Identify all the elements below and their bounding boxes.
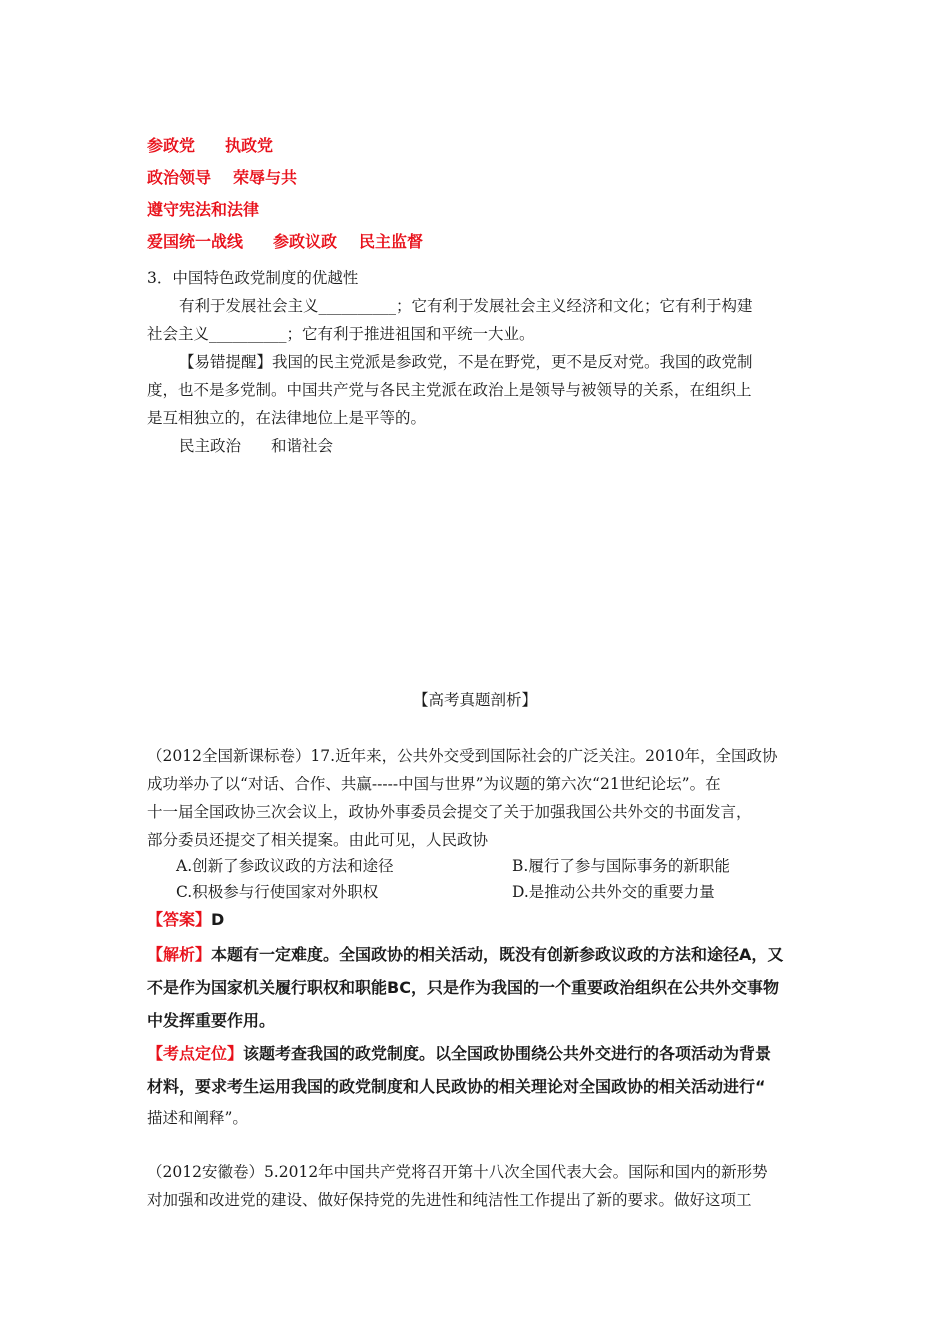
- answer-text: 参政党: [147, 136, 196, 155]
- answer-value: D: [211, 910, 225, 929]
- point-text: 该题考查我国的政党制度。以全国政协围绕公共外交进行的各项活动为背景: [243, 1044, 772, 1063]
- point-line: 材料，要求考生运用我国的政党制度和人民政协的相关理论对全国政协的相关活动进行“: [147, 1077, 766, 1096]
- answer-text: 民主监督: [359, 232, 424, 251]
- analysis-text: 本题有一定难度。全国政协的相关活动，既没有创新参政议政的方法和途径A，又: [211, 945, 784, 964]
- question-line: 成功举办了以“对话、合作、共赢-----中国与世界”为议题的第六次“21世纪论坛”。在: [147, 775, 721, 793]
- option-d: D.是推动公共外交的重要力量: [512, 883, 715, 901]
- answer-row-2: [147, 168, 297, 188]
- paragraph-line: 是互相独立的，在法律地位上是平等的。: [147, 409, 427, 427]
- question-line: 十一届全国政协三次会议上，政协外事委员会提交了关于加强我国公共外交的书面发言，: [147, 803, 752, 821]
- paragraph-line: 有利于发展社会主义__________；它有利于发展社会主义经济和文化；它有利于构建: [179, 297, 753, 315]
- analysis-line: 不是作为国家机关履行职权和职能BC，只是作为我国的一个重要政治组织在公共外交事物: [147, 978, 779, 997]
- answer-text: 参政议政: [273, 232, 338, 251]
- question-line: （2012安徽卷）5.2012年中国共产党将召开第十八次全国代表大会。国际和国内的新形势: [147, 1163, 768, 1181]
- tip-text: 我国的民主党派是参政党，不是在野党，更不是反对党。我国的政党制: [272, 353, 753, 371]
- answer-row-4: [147, 232, 423, 252]
- analysis-line: [147, 945, 783, 965]
- answer-row-3: 遵守宪法和法律: [147, 200, 260, 219]
- section-title: 【高考真题剖析】: [412, 691, 537, 709]
- point-label: 【考点定位】: [147, 1044, 244, 1063]
- option-a: A.创新了参政议政的方法和途径: [176, 857, 394, 875]
- answer-row-1: [147, 136, 273, 156]
- point-line: 描述和阐释”。: [147, 1109, 248, 1127]
- analysis-line: 中发挥重要作用。: [147, 1011, 276, 1030]
- fill-answer: 和谐社会: [271, 437, 334, 455]
- answer-text: 爱国统一战线: [147, 232, 244, 251]
- answer-text: 政治领导: [147, 168, 212, 187]
- fill-answer: 民主政治: [179, 437, 242, 455]
- question-line: 对加强和改进党的建设、做好保持党的先进性和纯洁性工作提出了新的要求。做好这项工: [147, 1191, 752, 1209]
- option-b: B.履行了参与国际事务的新职能: [512, 857, 730, 875]
- analysis-label: 【解析】: [147, 945, 212, 964]
- paragraph-line: 社会主义__________；它有利于推进祖国和平统一大业。: [147, 325, 535, 343]
- section-heading: 3．中国特色政党制度的优越性: [147, 269, 359, 287]
- point-line: [147, 1044, 771, 1064]
- question-line: 部分委员还提交了相关提案。由此可见，人民政协: [147, 831, 489, 849]
- paragraph-line: 度，也不是多党制。中国共产党与各民主党派在政治上是领导与被领导的关系，在组织上: [147, 381, 752, 399]
- tip-line: [179, 352, 753, 372]
- tip-label: 【易错提醒】: [179, 353, 273, 371]
- answer-label: 【答案】: [147, 910, 212, 929]
- answer-text: 荣辱与共: [233, 168, 298, 187]
- question-line: （2012全国新课标卷）17.近年来，公共外交受到国际社会的广泛关注。2010年，全国政协: [147, 747, 778, 765]
- fill-answers: [179, 436, 333, 456]
- answer-line: [147, 910, 224, 930]
- answer-text: 执政党: [225, 136, 274, 155]
- option-c: C.积极参与行使国家对外职权: [176, 883, 379, 901]
